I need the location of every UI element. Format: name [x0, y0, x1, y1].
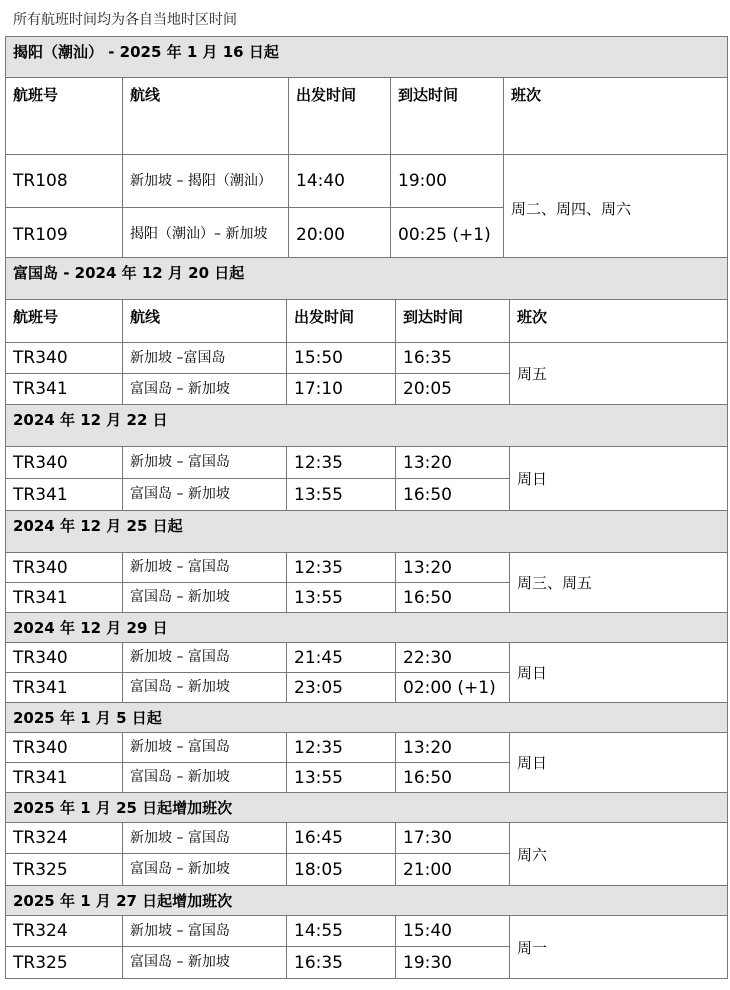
col-header-days: 班次	[504, 78, 728, 155]
flight-route: 富国岛 – 新加坡	[123, 763, 287, 793]
flight-number: TR324	[6, 916, 123, 947]
flight-number: TR109	[6, 208, 123, 262]
flight-route: 新加坡 – 富国岛	[123, 447, 287, 479]
depart-time: 16:45	[287, 823, 396, 854]
flight-number: TR325	[6, 854, 123, 886]
arrive-time: 16:50	[396, 763, 510, 793]
flight-route: 新加坡 – 富国岛	[123, 916, 287, 947]
depart-time: 16:35	[287, 947, 396, 979]
operating-days: 周六	[510, 823, 728, 886]
col-header-depart: 出发时间	[287, 300, 396, 343]
flight-number: TR341	[6, 763, 123, 793]
operating-days: 周一	[510, 916, 728, 979]
depart-time: 23:05	[287, 673, 396, 703]
arrive-time: 22:30	[396, 643, 510, 673]
flight-number: TR108	[6, 155, 123, 208]
flight-number: TR340	[6, 343, 123, 374]
flight-route: 富国岛 – 新加坡	[123, 673, 287, 703]
arrive-time: 20:05	[396, 374, 510, 405]
flight-route: 新加坡 – 富国岛	[123, 553, 287, 583]
col-header-arrive: 到达时间	[391, 78, 504, 155]
depart-time: 12:35	[287, 447, 396, 479]
phuquoc-schedule-table	[5, 257, 728, 979]
jieyang-schedule-table	[5, 36, 728, 262]
arrive-time: 15:40	[396, 916, 510, 947]
flight-route: 富国岛 – 新加坡	[123, 479, 287, 511]
table-row	[6, 553, 728, 583]
date-section-title: 2024 年 12 月 29 日	[6, 613, 728, 643]
flight-route: 富国岛 – 新加坡	[123, 374, 287, 405]
flight-route: 新加坡 – 富国岛	[123, 823, 287, 854]
col-header-flight: 航班号	[6, 78, 123, 155]
col-header-flight: 航班号	[6, 300, 123, 343]
date-section-title: 2024 年 12 月 22 日	[6, 405, 728, 447]
depart-time: 12:35	[287, 553, 396, 583]
depart-time: 15:50	[287, 343, 396, 374]
arrive-time: 17:30	[396, 823, 510, 854]
depart-time: 13:55	[287, 763, 396, 793]
depart-time: 14:55	[287, 916, 396, 947]
arrive-time: 16:50	[396, 479, 510, 511]
flight-number: TR341	[6, 374, 123, 405]
operating-days: 周五	[510, 343, 728, 405]
arrive-time: 00:25 (+1)	[391, 208, 504, 262]
arrive-time: 16:35	[396, 343, 510, 374]
flight-number: TR340	[6, 447, 123, 479]
arrive-time: 19:00	[391, 155, 504, 208]
flight-number: TR324	[6, 823, 123, 854]
flight-number: TR341	[6, 673, 123, 703]
flight-route: 新加坡 –富国岛	[123, 343, 287, 374]
date-section-title: 2024 年 12 月 25 日起	[6, 511, 728, 553]
table-row	[6, 447, 728, 479]
date-section-title: 2025 年 1 月 5 日起	[6, 703, 728, 733]
flight-route: 揭阳（潮汕）– 新加坡	[123, 208, 289, 262]
table-row	[6, 733, 728, 763]
table-row	[6, 823, 728, 854]
col-header-days: 班次	[510, 300, 728, 343]
arrive-time: 13:20	[396, 553, 510, 583]
depart-time: 13:55	[287, 583, 396, 613]
flight-number: TR340	[6, 643, 123, 673]
flight-number: TR340	[6, 733, 123, 763]
depart-time: 17:10	[287, 374, 396, 405]
operating-days: 周二、周四、周六	[504, 155, 728, 262]
table-row	[6, 643, 728, 673]
table-row	[6, 916, 728, 947]
depart-time: 13:55	[287, 479, 396, 511]
flight-number: TR341	[6, 583, 123, 613]
flight-number: TR341	[6, 479, 123, 511]
col-header-route: 航线	[123, 300, 287, 343]
operating-days: 周日	[510, 447, 728, 511]
flight-route: 富国岛 – 新加坡	[123, 583, 287, 613]
flight-route: 新加坡 – 富国岛	[123, 733, 287, 763]
timezone-note: 所有航班时间均为各自当地时区时间	[13, 12, 237, 28]
depart-time: 12:35	[287, 733, 396, 763]
arrive-time: 02:00 (+1)	[396, 673, 510, 703]
col-header-depart: 出发时间	[289, 78, 391, 155]
flight-number: TR325	[6, 947, 123, 979]
arrive-time: 13:20	[396, 733, 510, 763]
col-header-arrive: 到达时间	[396, 300, 510, 343]
arrive-time: 19:30	[396, 947, 510, 979]
col-header-route: 航线	[123, 78, 289, 155]
flight-number: TR340	[6, 553, 123, 583]
date-section-title: 2025 年 1 月 27 日起增加班次	[6, 886, 728, 916]
depart-time: 21:45	[287, 643, 396, 673]
flight-route: 富国岛 – 新加坡	[123, 854, 287, 886]
arrive-time: 16:50	[396, 583, 510, 613]
arrive-time: 21:00	[396, 854, 510, 886]
jieyang-section-title: 揭阳（潮汕） - 2025 年 1 月 16 日起	[6, 37, 728, 78]
flight-route: 新加坡 – 富国岛	[123, 643, 287, 673]
arrive-time: 13:20	[396, 447, 510, 479]
phuquoc-section-title: 富国岛 - 2024 年 12 月 20 日起	[6, 258, 728, 300]
date-section-title: 2025 年 1 月 25 日起增加班次	[6, 793, 728, 823]
flight-route: 富国岛 – 新加坡	[123, 947, 287, 979]
depart-time: 14:40	[289, 155, 391, 208]
operating-days: 周三、周五	[510, 553, 728, 613]
operating-days: 周日	[510, 733, 728, 793]
depart-time: 20:00	[289, 208, 391, 262]
depart-time: 18:05	[287, 854, 396, 886]
flight-route: 新加坡 – 揭阳（潮汕）	[123, 155, 289, 208]
operating-days: 周日	[510, 643, 728, 703]
table-row	[6, 343, 728, 374]
table-row	[6, 155, 728, 208]
